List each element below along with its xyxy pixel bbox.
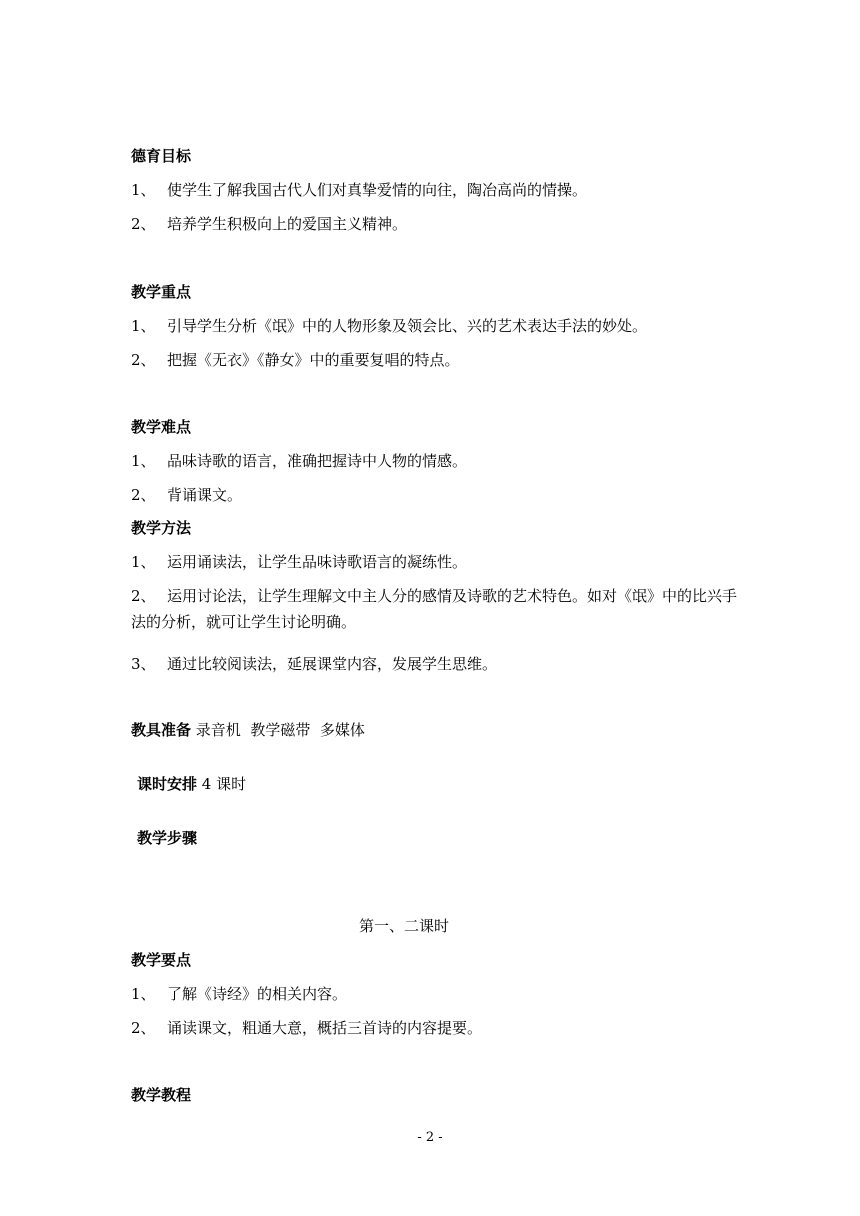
methods-heading: 教学方法: [131, 519, 192, 537]
list-number: 2、: [131, 215, 156, 233]
list-item: [131, 1018, 482, 1038]
process-heading: 教学教程: [131, 1086, 192, 1104]
schedule-line: [137, 774, 246, 794]
list-text: 运用讨论法，让学生理解文中主人分的感情及诗歌的艺术特色。如对《氓》中的比兴手法的分析，就可让学生讨论明确。: [131, 587, 738, 631]
schedule-label: 课时安排: [137, 775, 198, 793]
list-number: 2、: [131, 587, 156, 605]
list-item: [131, 583, 741, 635]
list-item: [131, 485, 242, 505]
list-number: 3、: [131, 655, 156, 673]
lesson-title: 第一、二课时: [358, 917, 449, 935]
list-number: 1、: [131, 985, 156, 1003]
lesson-points-heading: 教学要点: [131, 951, 192, 969]
list-text: 品味诗歌的语言，准确把握诗中人物的情感。: [167, 452, 468, 470]
list-number: 2、: [131, 486, 156, 504]
list-text: 运用诵读法，让学生品味诗歌语言的凝练性。: [167, 553, 468, 571]
list-item: [131, 316, 647, 336]
list-number: 2、: [131, 1019, 156, 1037]
list-item: [131, 180, 587, 200]
list-number: 2、: [131, 351, 156, 369]
list-number: 1、: [131, 452, 156, 470]
list-item: [131, 350, 460, 370]
schedule-value: 4 课时: [201, 775, 247, 793]
key-points-heading: 教学重点: [131, 283, 192, 301]
tools-label: 教具准备: [131, 721, 192, 739]
list-text: 培养学生积极向上的爱国主义精神。: [167, 215, 408, 233]
list-text: 引导学生分析《氓》中的人物形象及领会比、兴的艺术表达手法的妙处。: [167, 317, 648, 335]
page-number: - 2 -: [417, 1130, 443, 1145]
list-item: [131, 984, 347, 1004]
list-text: 了解《诗经》的相关内容。: [167, 985, 348, 1003]
list-text: 把握《无衣》《静女》中的重要复唱的特点。: [167, 351, 460, 369]
list-text: 背诵课文。: [167, 486, 243, 504]
list-number: 1、: [131, 181, 156, 199]
tools-line: [131, 720, 365, 740]
difficulties-heading: 教学难点: [131, 418, 192, 436]
list-text: 通过比较阅读法，延展课堂内容，发展学生思维。: [167, 655, 498, 673]
list-item: [131, 214, 407, 234]
list-item: [131, 552, 467, 572]
moral-goals-heading: 德育目标: [131, 147, 192, 165]
list-item: [131, 451, 467, 471]
list-number: 1、: [131, 317, 156, 335]
tools-value: 录音机 教学磁带 多媒体: [195, 721, 365, 739]
list-number: 1、: [131, 553, 156, 571]
list-item: [131, 654, 497, 674]
list-text: 诵读课文，粗通大意，概括三首诗的内容提要。: [167, 1019, 483, 1037]
list-text: 使学生了解我国古代人们对真挚爱情的向往，陶冶高尚的情操。: [167, 181, 588, 199]
steps-heading: 教学步骤: [137, 829, 198, 847]
